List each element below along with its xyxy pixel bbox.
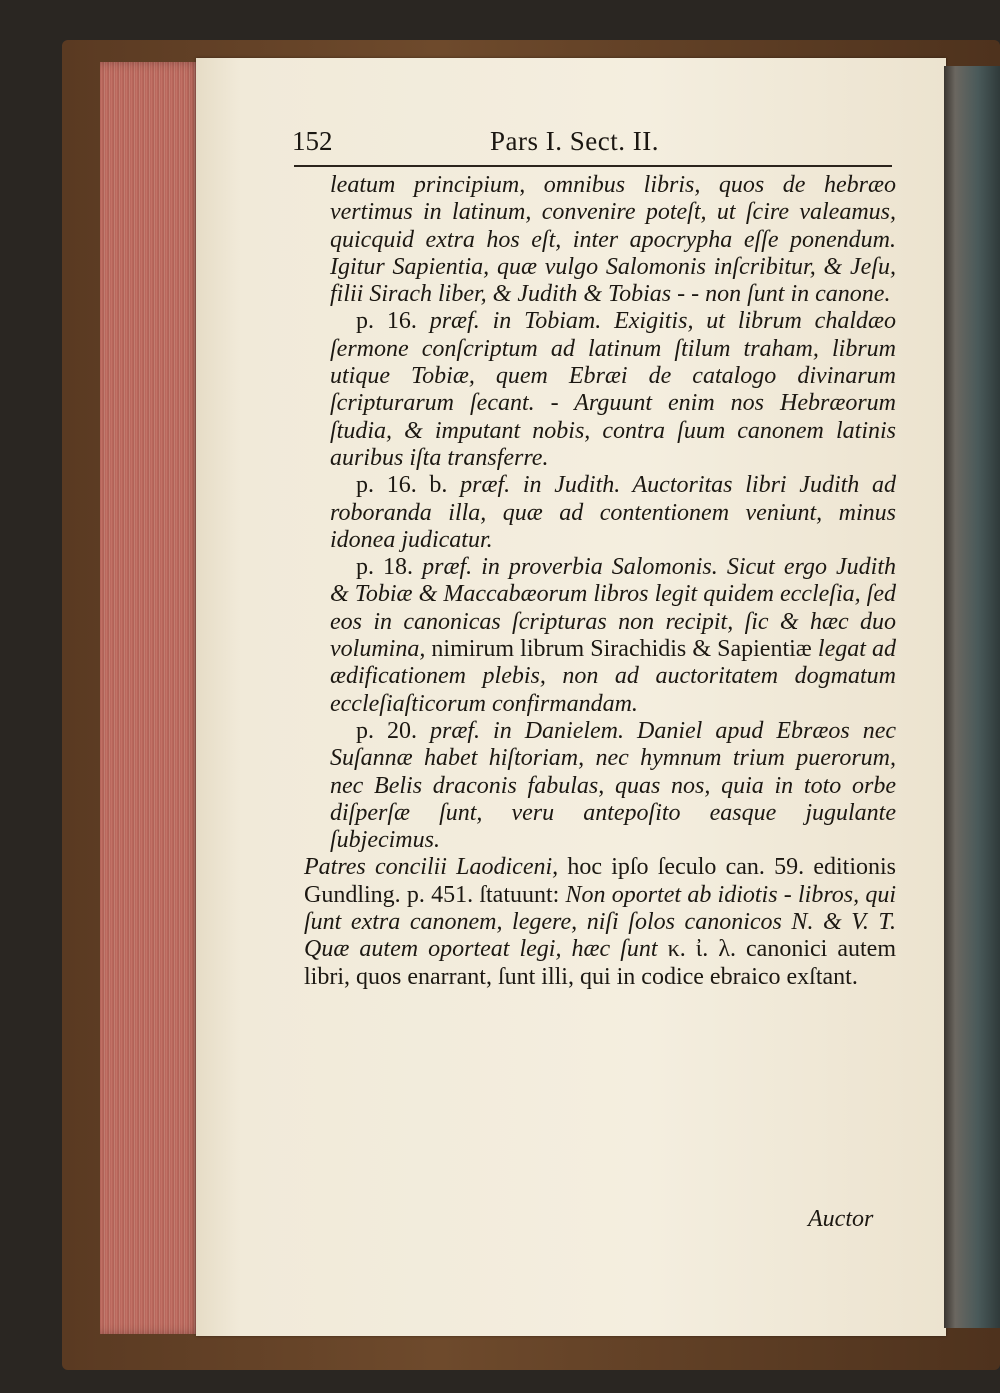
paragraph	[330, 472, 896, 554]
paragraph	[330, 554, 896, 718]
running-head: Pars I. Sect. II.	[490, 126, 659, 156]
text-run: Non oportet ab idiotis - libros, qui ſunt extra canonem, legere, niſi ſolos canonicos N. & V. T. Quæ autem oporteat legi, hæc ſunt	[304, 881, 896, 963]
text-run: κ. ἰ. λ. canonici autem libri, quos enarrant, ſunt illi, qui in codice ebraico exſtant.	[304, 936, 897, 990]
text-run: p. 20.	[356, 717, 431, 744]
page-edges	[100, 62, 202, 1334]
text-run: legat ad ædificationem plebis, non ad auctoritatem dogmatum eccleſiaſticorum confirmandam.	[330, 636, 896, 717]
text-run: præf. in Tobiam. Exigitis, ut librum chaldæo ſermone conſcriptum ad latinum ſtilum traham, librum utique Tobiæ, quem Ebræi de catalogo divinarum ſcripturarum ſecant. - Arguunt enim nos Hebræorum ſtudia, & imputant nobis, contra ſuum canonem latinis auribus iſta transferre.	[330, 308, 897, 471]
paragraph	[304, 854, 896, 990]
catchword: Auctor	[808, 1206, 874, 1232]
body-text	[304, 172, 897, 991]
header-rule	[294, 165, 892, 167]
text-run: p. 16. b.	[356, 472, 461, 499]
paragraph	[330, 172, 896, 308]
paragraph	[330, 308, 896, 472]
text-run: p. 18.	[356, 554, 423, 581]
text-run: præf. in Judith. Auctoritas libri Judith ad roboranda illa, quæ ad contentionem veniunt, minus idonea judicatur.	[330, 472, 896, 553]
text-run: præf. in Danielem. Daniel apud Ebræos nec Suſannæ habet hiſtoriam, nec hymnum trium puerorum, nec Belis draconis fabulas, quas nos, quia in toto orbe diſperſæ ſunt, veru antepoſito easque jugulante ſubjecimus.	[330, 717, 896, 854]
text-run: Patres concilii Laodiceni,	[304, 854, 568, 881]
facing-page-edge	[944, 66, 1000, 1328]
text-run: hoc ipſo ſeculo can. 59. editionis Gundling. p. 451. ſtatuunt:	[304, 854, 896, 908]
page-number: 152	[292, 126, 333, 156]
paragraph	[330, 718, 896, 854]
text-run: leatum principium, omnibus libris, quos de hebræo vertimus in latinum, convenire poteſt, ut ſcire valeamus, quicquid extra hos eſt, inter apocrypha eſſe ponendum. Igitur Sapientia, quæ vulgo Salomonis inſcribitur, & Jeſu, filii Sirach liber, & Judith & Tobias - - non ſunt in canone.	[330, 172, 896, 308]
text-run: præf. in proverbia Salomonis. Sicut ergo Judith & Tobiæ & Maccabæorum libros legit quidem eccleſia, ſed eos in canonicas ſcripturas non recipit, ſic & hæc duo volumina,	[330, 554, 897, 663]
text-run: nimirum librum Sirachidis & Sapientiæ	[431, 636, 818, 663]
text-run: p. 16.	[356, 308, 430, 335]
